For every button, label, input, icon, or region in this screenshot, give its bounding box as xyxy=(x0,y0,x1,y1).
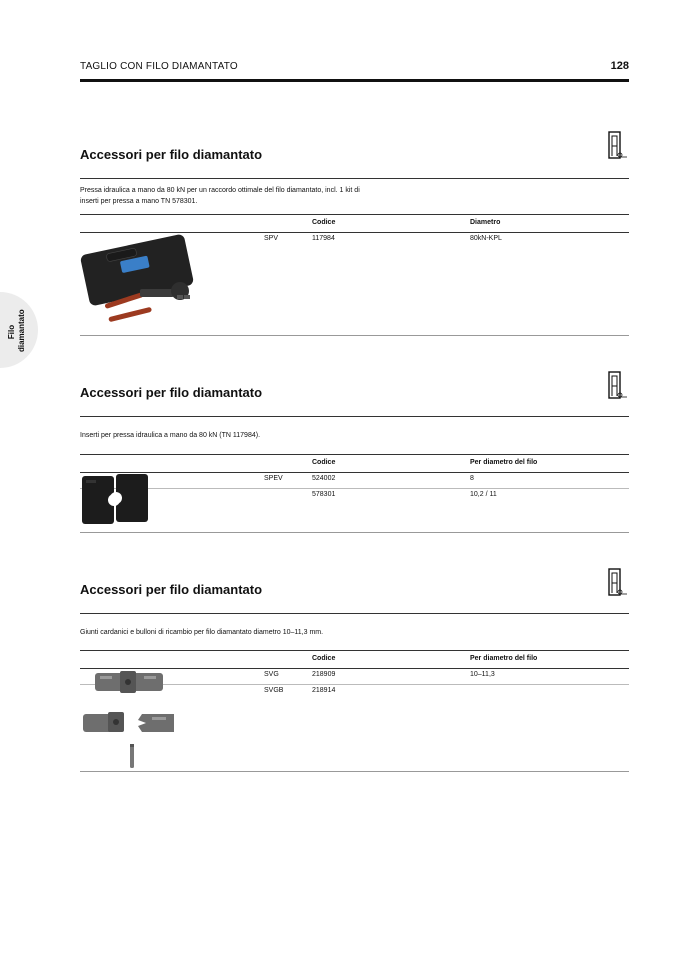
hydraulic-press-image xyxy=(80,234,200,334)
side-tab-line2: diamantato xyxy=(17,309,26,352)
section-title: Accessori per filo diamantato xyxy=(80,147,263,162)
section-description: Inserti per pressa idraulica a mano da 80 kN (TN 117984). xyxy=(80,432,261,439)
wire-saw-icon xyxy=(608,567,628,597)
section-press xyxy=(80,130,629,340)
spare-bolt-image xyxy=(128,743,136,769)
cell-value: 10–11,3 xyxy=(470,671,495,678)
cell-value: 8 xyxy=(470,475,474,482)
column-header-code: Codice xyxy=(312,655,336,662)
column-header-code: Codice xyxy=(312,219,336,226)
side-tab-line1: Filo xyxy=(7,324,16,340)
section-bottom-rule xyxy=(80,532,629,533)
cell-code: 524002 xyxy=(312,475,336,482)
cardan-joint-image xyxy=(94,670,164,694)
press-inserts-image xyxy=(80,472,150,528)
header-title: TAGLIO CON FILO DIAMANTATO xyxy=(80,61,238,72)
column-header-code: Codice xyxy=(312,459,336,466)
side-tab-label xyxy=(7,309,37,352)
column-header-value: Per diametro del filo xyxy=(470,459,538,466)
section-joints xyxy=(80,567,629,777)
cell-code: 117984 xyxy=(312,235,335,242)
section-rule xyxy=(80,178,629,179)
section-title: Accessori per filo diamantato xyxy=(80,582,263,597)
section-rule xyxy=(80,416,629,417)
cell-type: SVGB xyxy=(264,687,284,694)
table-row xyxy=(80,472,629,489)
cell-code: 218909 xyxy=(312,671,336,678)
section-title: Accessori per filo diamantato xyxy=(80,385,263,400)
wire-saw-icon xyxy=(608,370,628,400)
table-header xyxy=(80,454,629,473)
cell-type: SPV xyxy=(264,235,279,242)
column-header-value: Diametro xyxy=(470,219,501,226)
column-header-value: Per diametro del filo xyxy=(470,655,538,662)
cell-type: SPEV xyxy=(264,475,283,482)
section-description: Giunti cardanici e bulloni di ricambio per filo diamantato diametro 10–11,3 mm. xyxy=(80,629,324,636)
wire-saw-icon xyxy=(608,130,628,160)
table-header xyxy=(80,650,629,669)
cell-value: 80kN-KPL xyxy=(470,235,502,242)
section-description: Pressa idraulica a mano da 80 kN per un raccordo ottimale del filo diamantato, incl. 1 kit di inserti per pressa a mano TN 578301. xyxy=(80,187,360,205)
cell-type: SVG xyxy=(264,671,279,678)
section-inserts xyxy=(80,370,629,540)
cell-code: 578301 xyxy=(312,491,336,498)
cell-value: 10,2 / 11 xyxy=(470,491,497,498)
section-rule xyxy=(80,613,629,614)
table-row xyxy=(80,488,629,504)
page-header xyxy=(80,61,629,82)
cardan-joint-disassembled-image xyxy=(82,710,176,736)
cell-code: 218914 xyxy=(312,687,336,694)
table-header xyxy=(80,214,629,233)
page-number: 128 xyxy=(610,60,629,72)
section-bottom-rule xyxy=(80,335,629,336)
section-bottom-rule xyxy=(80,771,629,772)
